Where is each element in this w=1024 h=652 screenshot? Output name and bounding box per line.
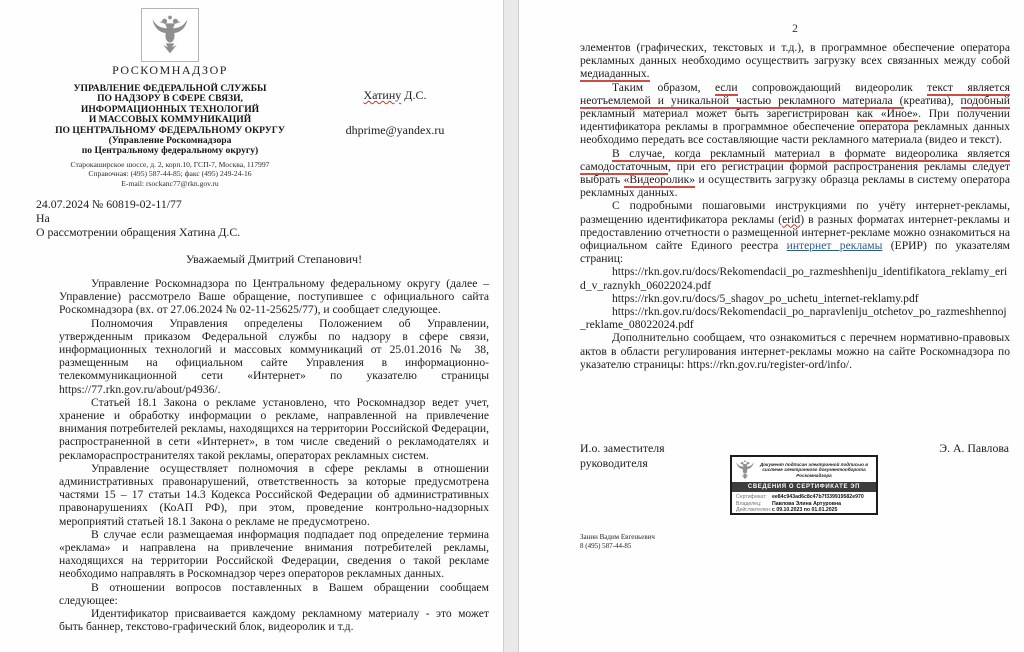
digital-signature-stamp	[730, 455, 878, 515]
signer-position	[580, 441, 665, 470]
text-segment: рекламный материал может быть зарегистрирован	[580, 107, 857, 121]
letter-body-page2	[580, 41, 1010, 371]
stamp-eagle-icon	[735, 459, 755, 481]
red-underlined-text: текст является неотъемлемой и уникальной частью рекламного материала (	[580, 80, 1010, 107]
agency-name: РОСКОМНАДЗОР	[112, 63, 228, 77]
executor-block	[580, 533, 655, 550]
certificate-validity: с 09.10.2023 по 01.01.2025	[772, 507, 838, 514]
certificate-number: ee84c943ad6c8c47b7f339919582e970	[772, 494, 864, 500]
paragraph	[580, 41, 1010, 81]
red-underlined-text: медиаданных.	[580, 67, 650, 81]
text-segment: , при его регистрации формой распространения рекламы следует выбрать	[580, 159, 1010, 187]
paragraph: Управление Роскомнадзора по Центральному федеральному округу (далее – Управление) рассмотрело Ваше обращение, поступившее с официального сайта Роскомнадзора (вх. от 27.06.2024 № 02-11-25625/77), и сообщает следующее.	[59, 277, 489, 317]
stamp-row-label: Сертификат:	[736, 494, 767, 500]
salutation: Уважаемый Дмитрий Степанович!	[185, 252, 363, 266]
page-number: 2	[792, 22, 798, 35]
paragraph: Полномочия Управления определены Положением об Управлении, утвержденным приказом Федеральной службы по надзору в сфере связи, информационных технологий и массовых коммуникаций от 25.01.2016 № 38, размещенным на официальном сайте Управления в информационно-телекоммуникационной сети «Интернет» по указателю страницы https://77.rkn.gov.ru/about/p4936/.	[59, 316, 489, 396]
page-2	[518, 0, 1024, 652]
stamp-header-row	[732, 457, 876, 482]
stamp-row	[736, 507, 872, 514]
signer-position-line: И.о. заместителя	[580, 441, 665, 455]
text-segment: С подробными пошаговыми инструкциями по учёту интернет-рекламы, размещению идентификатора рекламы (	[580, 199, 1010, 226]
text-segment: (ЕРИР) по указателям страниц:	[580, 239, 1010, 266]
stamp-header-text: Документ подписан электронной подписью в системе электронного документооборота Роскомнадзора	[759, 461, 869, 478]
text-segment: Таким образом,	[612, 80, 715, 94]
addressee-block	[330, 88, 460, 138]
paragraph: Статьей 18.1 Закона о рекламе установлено, что Роскомнадзор ведет учет, хранение и обработку информации о рекламе, направленной на привлечение внимания потребителей рекламы, находящихся на территории Российской Федерации, распространенной в сети «Интернет», в том числе сведений о рекламодателях и рекламораспространителях такой рекламы, операторах рекламных систем.	[59, 395, 489, 462]
paragraph	[580, 81, 1010, 147]
addressee-surname: Хатину	[363, 88, 402, 102]
org-line: УПРАВЛЕНИЕ ФЕДЕРАЛЬНОЙ СЛУЖБЫ	[73, 83, 267, 94]
text-segment: элементов (графических, текстовых и т.д.), в программное обеспечение оператора рекламных данных необходимо осуществить загрузку всех связанных между собой	[580, 41, 1010, 68]
org-subtitle-line: (Управление Роскомнадзора	[108, 135, 232, 147]
reference-block	[36, 198, 240, 239]
paragraph	[580, 199, 1010, 265]
address-line: Старокаширское шоссе, д. 2, корп.10, ГСП-7, Москва, 117997	[70, 160, 270, 169]
org-line: ИНФОРМАЦИОННЫХ ТЕХНОЛОГИЙ	[80, 103, 260, 115]
red-underlined-text: В случае, когда рекламный материал в формате видеоролика является самодостаточным	[580, 146, 1010, 173]
org-title	[0, 84, 340, 157]
double-headed-eagle-icon	[150, 13, 190, 57]
letter-body-page1	[59, 277, 489, 633]
text-segment: и осуществить загрузку образца рекламы в систему оператора рекламных данных.	[580, 173, 1010, 200]
signer-name: Э. А. Павлова	[939, 441, 1009, 455]
stamp-row-label: Действителен:	[736, 507, 772, 514]
executor-name: Занин Вадим Евгеньевич	[580, 533, 655, 541]
erir-link[interactable]: интернет рекламы	[786, 239, 883, 253]
emblem-box	[141, 8, 199, 62]
paragraph: В случае если размещаемая информация подпадает под определение термина «реклама» и направлена на привлечение внимания потребителей рекламы, находящихся на территории Российской Федерации, сведения о такой рекламе необходимо направлять в Роскомнадзор через операторов рекламных данных.	[59, 527, 489, 581]
red-underlined-text: если	[714, 80, 738, 94]
email-line: E-mail: rsockanc77@rkn.gov.ru	[121, 178, 219, 188]
paragraph: Управление осуществляет полномочия в сфере рекламы в отношении административных правонарушений, ответственность за которые предусмотрена частями 15 – 17 статьи 14.3 Кодекса Российской Федерации об административных правонарушениях (КоАП РФ), при этом, проведение контрольно-надзорных мероприятий статьей 18.1 Закона о рекламе не предусмотрено.	[59, 461, 489, 528]
stamp-rows	[732, 492, 876, 514]
org-contacts	[0, 160, 340, 188]
text-segment: сопровождающий видеоролик	[737, 80, 928, 94]
stamp-row	[736, 494, 872, 501]
outgoing-number: 24.07.2024 № 60819-02-11/77	[36, 197, 182, 211]
page-1	[0, 0, 504, 652]
org-line: ПО НАДЗОРУ В СФЕРЕ СВЯЗИ,	[97, 93, 243, 105]
paragraph: Дополнительно сообщаем, что ознакомиться с перечнем нормативно-правовых актов в области регулирования интернет-рекламы можно на сайте Роскомнадзора по указателю страницы: https://rkn.gov.ru/register-ord/info/.	[580, 331, 1010, 371]
stamp-band-title: СВЕДЕНИЯ О СЕРТИФИКАТЕ ЭП	[732, 482, 876, 492]
signer-position-line: руководителя	[580, 455, 648, 470]
org-subtitle-line: по Центральному федеральному округу)	[81, 145, 259, 157]
phone-line: Справочная: (495) 587-44-85; факс (495) 249-24-16	[88, 169, 252, 179]
text-segment: креатива),	[903, 93, 961, 107]
red-underlined-text: подобный	[960, 93, 1010, 107]
url-line: https://rkn.gov.ru/docs/Rekomendacii_po_razmeshheniju_identifikatora_reklamy_erid_v_raznykh_06022024.pdf	[580, 265, 1008, 292]
certificate-owner: Павлова Элина Артуровна	[772, 500, 841, 507]
paragraph	[580, 147, 1010, 200]
subject-line: О рассмотрении обращения Хатина Д.С.	[36, 224, 241, 239]
red-underlined-text: как «Иное»	[856, 107, 919, 121]
paragraph: В отношении вопросов поставленных в Вашем обращении сообщаем следующее:	[59, 580, 489, 607]
text-segment: . При получении идентификатора рекламы в программное обеспечение оператора рекламных данных необходимо передать все составляющие части рекламного материала (видео и текст).	[580, 107, 1011, 147]
org-line: И МАССОВЫХ КОММУНИКАЦИЙ	[88, 114, 252, 126]
paragraph: Идентификатор присваивается каждому рекламному материалу - это может быть баннер, текстово-графический блок, видеоролик и т.д.	[59, 607, 489, 634]
stamp-row-label: Владелец:	[736, 500, 762, 507]
org-line: ПО ЦЕНТРАЛЬНОМУ ФЕДЕРАЛЬНОМУ ОКРУГУ	[55, 124, 285, 136]
addressee-initials: Д.С.	[401, 88, 427, 102]
text-segment: ) в разных форматах интернет-рекламы и предоставлению отчетности о размещенной интернет-рекламе можно ознакомиться на официальном сайте Единого реестра	[580, 212, 1011, 253]
url-line: https://rkn.gov.ru/docs/5_shagov_po_uchetu_internet-reklamy.pdf	[612, 291, 919, 305]
addressee-email: dhprime@yandex.ru	[345, 123, 445, 137]
executor-phone: 8 (495) 587-44-85	[580, 541, 632, 550]
red-marked-text: erid	[782, 212, 801, 226]
reply-to-label: На	[36, 210, 50, 225]
red-underlined-text: «Видеоролик»	[623, 173, 696, 187]
addressee-name	[330, 88, 460, 103]
url-line: https://rkn.gov.ru/docs/Rekomendacii_po_napravleniju_otchetov_po_razmeshhennoj_reklame_08022024.pdf	[580, 305, 1007, 332]
